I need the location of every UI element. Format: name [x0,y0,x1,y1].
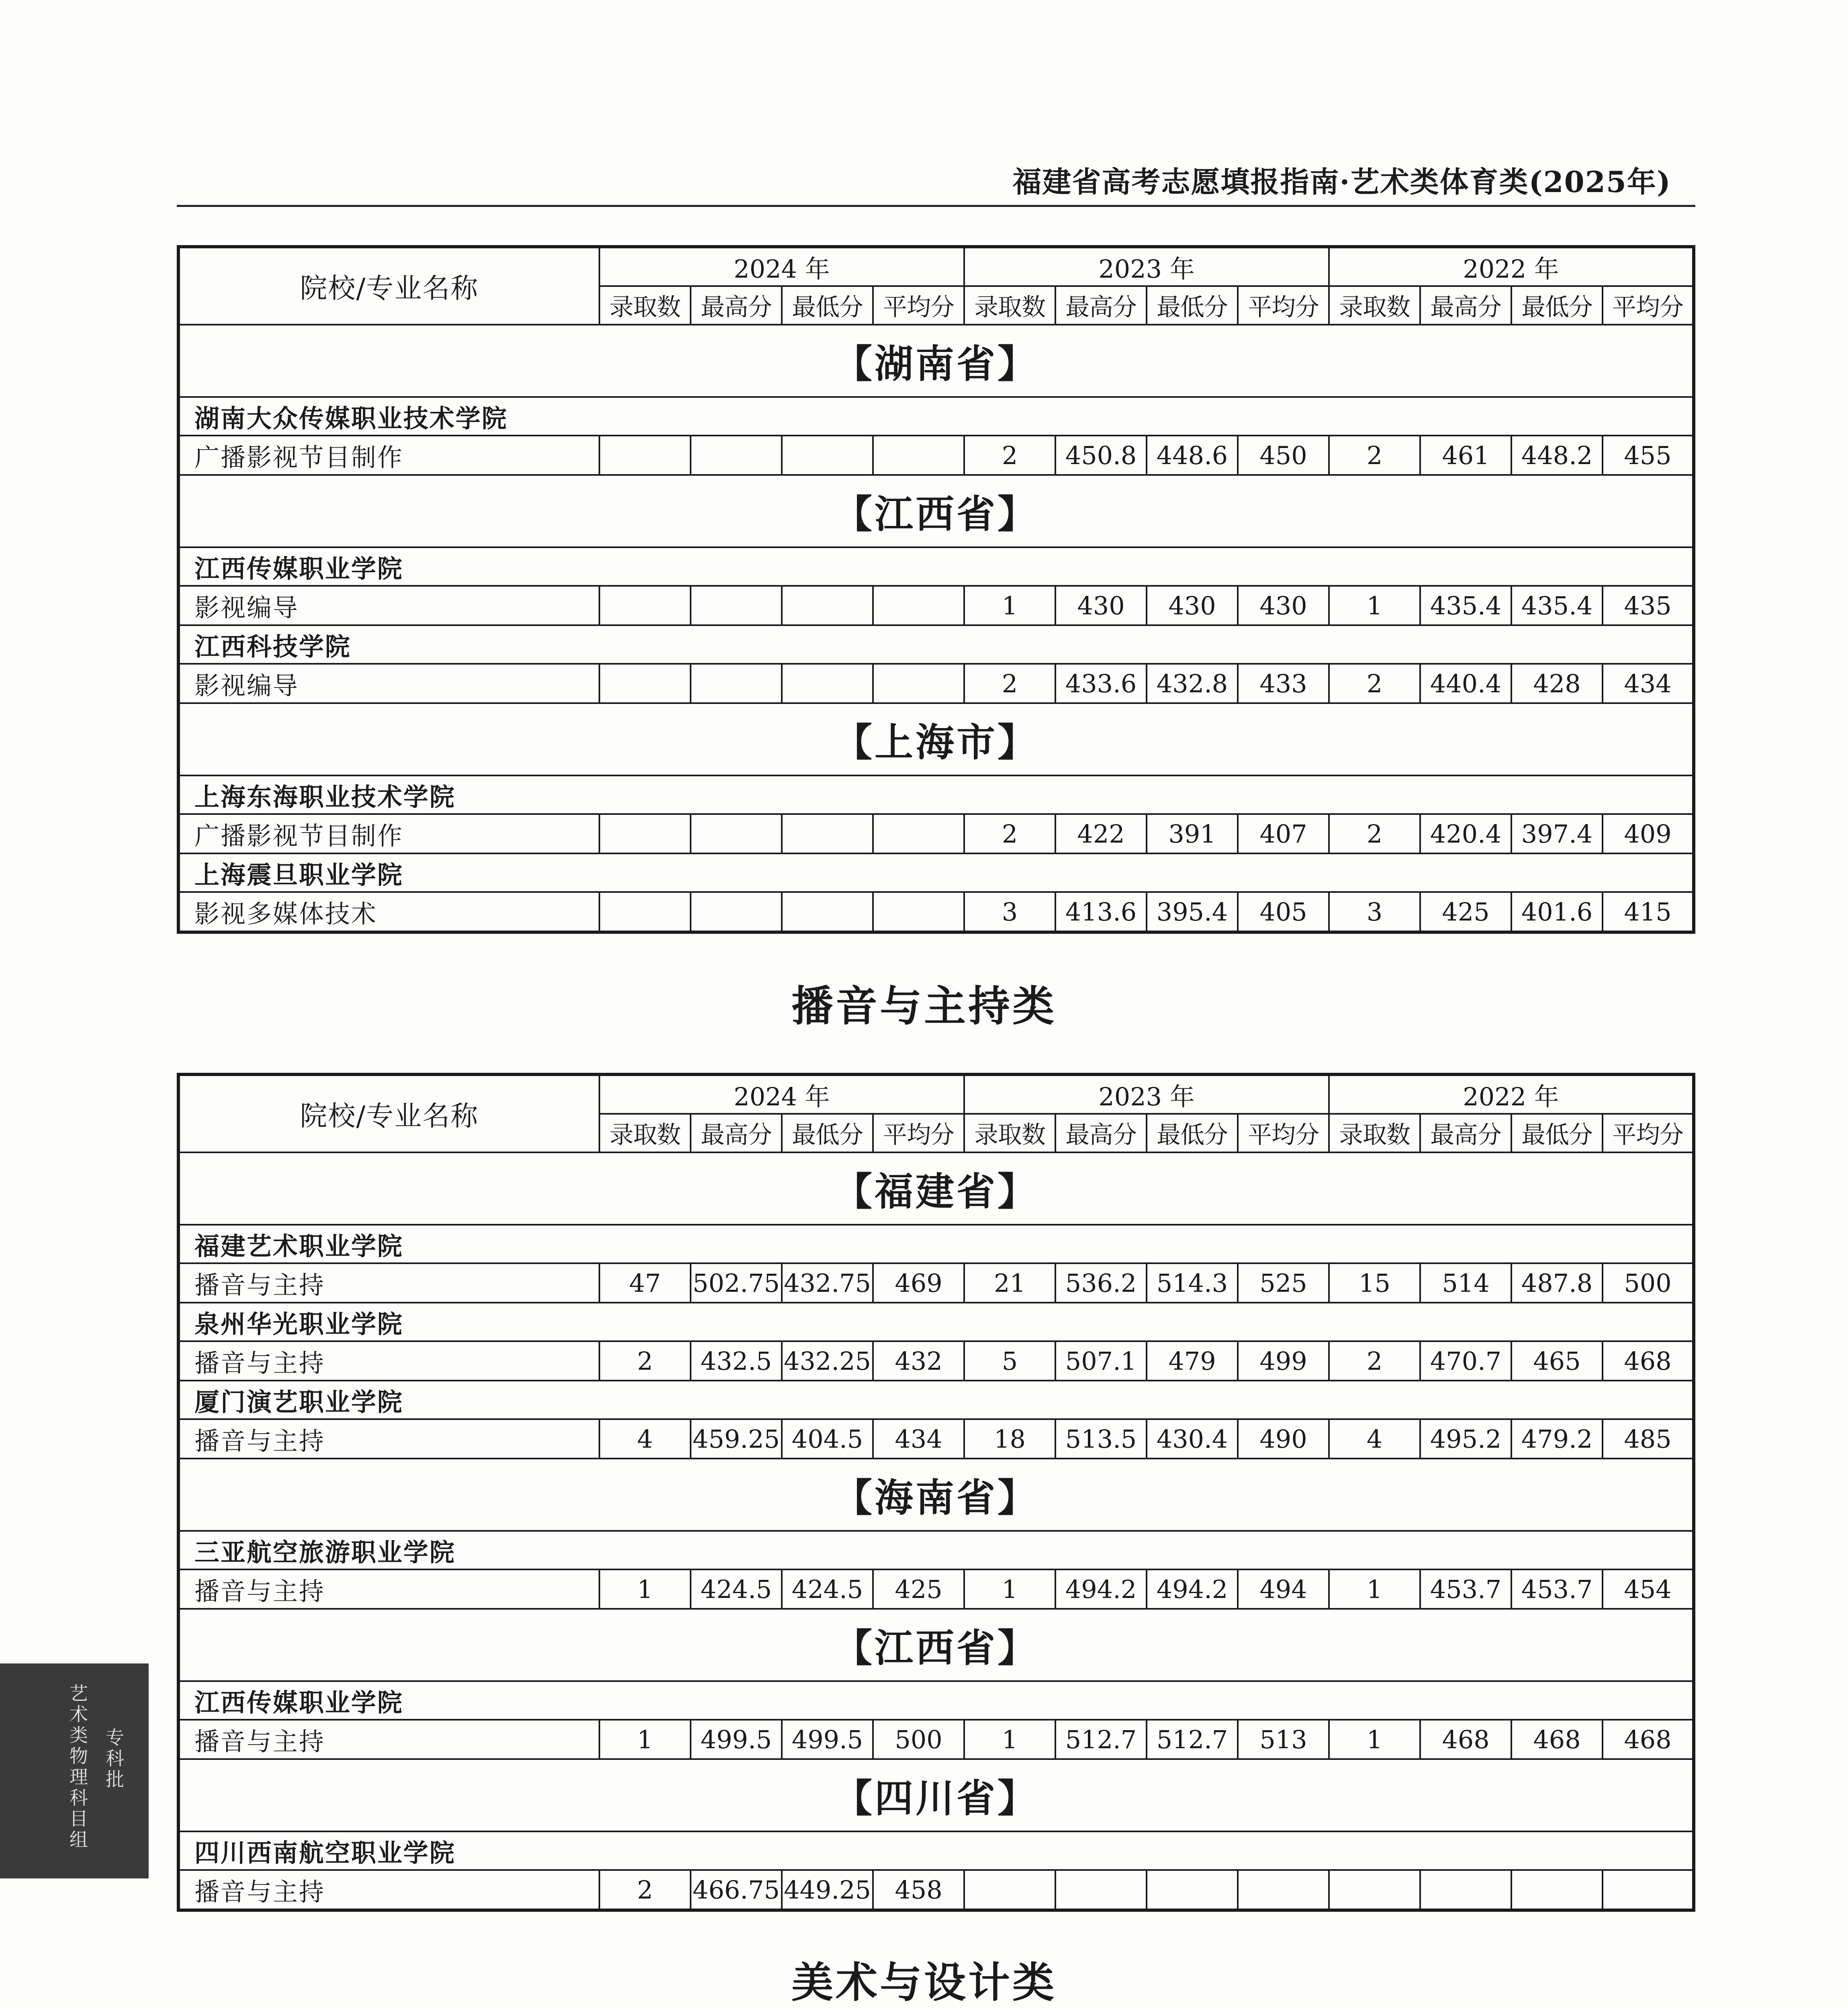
score-cell: 428 [1511,664,1603,703]
score-cell [782,586,873,625]
header-subcol-cell: 最低分 [1511,286,1603,325]
side-tab-group: 艺术类物理科目组 [67,1684,88,1851]
score-cell: 512.7 [1147,1720,1238,1759]
score-cell: 495.2 [1420,1419,1511,1459]
score-cell: 448.2 [1511,436,1603,475]
score-cell: 2 [964,664,1055,703]
score-cell: 2 [599,1870,691,1910]
score-cell: 4 [1329,1419,1420,1459]
score-cell: 453.7 [1511,1569,1603,1609]
score-cell: 430 [1238,586,1329,625]
major-name: 播音与主持 [178,1263,599,1303]
score-cell: 494.2 [1055,1569,1147,1609]
header-rule [177,205,1695,207]
school-name: 江西传媒职业学院 [178,1681,1694,1720]
score-cell: 1 [1329,586,1420,625]
major-name: 广播影视节目制作 [178,436,599,475]
score-cell [873,586,964,625]
header-subcol-cell: 平均分 [1238,1114,1329,1152]
score-cell: 500 [873,1720,964,1759]
score-cell [782,664,873,703]
score-cell: 435 [1603,586,1694,625]
score-cell: 1 [1329,1569,1420,1609]
header-year-cell: 2022 年 [1329,1074,1694,1114]
score-cell [873,436,964,475]
score-cell: 415 [1603,892,1694,932]
school-name: 泉州华光职业学院 [178,1303,1694,1341]
score-cell [782,814,873,853]
score-cell: 430 [1147,586,1238,625]
score-cell [691,436,782,475]
score-cell [873,892,964,932]
score-cell [964,1870,1055,1910]
header-row-years [178,1074,1694,1114]
score-cell: 434 [1603,664,1694,703]
school-row [178,1681,1694,1720]
score-cell: 2 [964,814,1055,853]
score-cell [599,814,691,853]
score-cell: 397.4 [1511,814,1603,853]
header-name-cell: 院校/专业名称 [178,247,599,325]
major-row [178,1419,1694,1459]
school-name: 上海东海职业技术学院 [178,775,1694,814]
province-heading: 【江西省】 [178,475,1694,547]
major-name: 影视编导 [178,664,599,703]
header-row-years [178,247,1694,286]
score-cell: 455 [1603,436,1694,475]
score-cell: 2 [599,1341,691,1381]
score-cell [1420,1870,1511,1910]
major-row [178,1341,1694,1381]
score-cell: 15 [1329,1263,1420,1303]
province-heading: 【海南省】 [178,1459,1694,1531]
major-row [178,892,1694,932]
score-cell: 2 [1329,664,1420,703]
header-subcol-cell: 最高分 [691,286,782,325]
score-cell: 1 [1329,1720,1420,1759]
header-year-cell: 2024 年 [599,1074,964,1114]
score-cell: 18 [964,1419,1055,1459]
score-cell: 2 [1329,1341,1420,1381]
header-subcol-cell: 平均分 [873,1114,964,1152]
score-cell: 450.8 [1055,436,1147,475]
score-cell: 1 [599,1720,691,1759]
school-row [178,775,1694,814]
score-cell: 469 [873,1263,964,1303]
major-row [178,1720,1694,1759]
province-heading: 【上海市】 [178,703,1694,775]
major-row [178,1569,1694,1609]
score-cell: 458 [873,1870,964,1910]
header-subcol-cell: 平均分 [873,286,964,325]
score-cell: 502.75 [691,1263,782,1303]
score-cell: 422 [1055,814,1147,853]
header-subcol-cell: 录取数 [1329,1114,1420,1152]
score-cell [599,436,691,475]
score-cell: 454 [1603,1569,1694,1609]
school-row [178,547,1694,586]
section-title: 美术与设计类 [791,1958,1057,2007]
score-cell: 494 [1238,1569,1329,1609]
score-cell: 466.75 [691,1870,782,1910]
score-cell: 2 [964,436,1055,475]
header-subcol-cell: 最低分 [1147,1114,1238,1152]
score-cell: 485 [1603,1419,1694,1459]
score-cell [599,664,691,703]
school-name: 三亚航空旅游职业学院 [178,1531,1694,1569]
running-head: 福建省高考志愿填报指南·艺术类体育类(2025年) [1012,165,1671,199]
score-cell: 401.6 [1511,892,1603,932]
major-name: 广播影视节目制作 [178,814,599,853]
score-cell: 499.5 [782,1720,873,1759]
province-row [178,1459,1694,1531]
major-row [178,436,1694,475]
score-cell [1511,1870,1603,1910]
score-cell: 514 [1420,1263,1511,1303]
major-name: 播音与主持 [178,1720,599,1759]
score-cell: 432.8 [1147,664,1238,703]
major-row [178,586,1694,625]
score-cell: 468 [1603,1341,1694,1381]
school-name: 江西科技学院 [178,625,1694,664]
score-cell: 1 [599,1569,691,1609]
score-cell: 1 [964,586,1055,625]
school-row [178,397,1694,436]
province-heading: 【江西省】 [178,1609,1694,1681]
score-cell: 413.6 [1055,892,1147,932]
score-cell: 409 [1603,814,1694,853]
score-cell [1329,1870,1420,1910]
score-cell: 420.4 [1420,814,1511,853]
school-row [178,1303,1694,1341]
school-row [178,625,1694,664]
score-cell: 525 [1238,1263,1329,1303]
major-row [178,1870,1694,1910]
score-cell [1603,1870,1694,1910]
score-cell: 468 [1511,1720,1603,1759]
score-cell: 424.5 [691,1569,782,1609]
province-row [178,475,1694,547]
score-cell: 514.3 [1147,1263,1238,1303]
score-cell [1147,1870,1238,1910]
score-cell: 424.5 [782,1569,873,1609]
header-subcol-cell: 录取数 [599,1114,691,1152]
province-row [178,1759,1694,1831]
score-cell: 499 [1238,1341,1329,1381]
score-cell: 440.4 [1420,664,1511,703]
province-row [178,703,1694,775]
header-year-cell: 2023 年 [964,1074,1329,1114]
score-cell: 479.2 [1511,1419,1603,1459]
major-name: 播音与主持 [178,1569,599,1609]
score-cell [873,814,964,853]
score-cell: 490 [1238,1419,1329,1459]
score-cell: 1 [964,1569,1055,1609]
score-cell [691,586,782,625]
score-cell: 432.25 [782,1341,873,1381]
major-name: 影视编导 [178,586,599,625]
major-name: 影视多媒体技术 [178,892,599,932]
score-cell: 470.7 [1420,1341,1511,1381]
score-cell: 513.5 [1055,1419,1147,1459]
score-cell [599,892,691,932]
score-cell: 432 [873,1341,964,1381]
score-cell: 425 [873,1569,964,1609]
score-cell [1238,1870,1329,1910]
section-title: 播音与主持类 [791,982,1057,1031]
score-cell: 450 [1238,436,1329,475]
score-cell: 435.4 [1420,586,1511,625]
score-cell: 3 [964,892,1055,932]
header-subcol-cell: 最低分 [782,1114,873,1152]
province-row [178,325,1694,397]
province-row [178,1609,1694,1681]
header-subcol-cell: 平均分 [1603,1114,1694,1152]
score-cell: 21 [964,1263,1055,1303]
header-subcol-cell: 最低分 [1511,1114,1603,1152]
major-row [178,664,1694,703]
score-cell: 487.8 [1511,1263,1603,1303]
major-name: 播音与主持 [178,1419,599,1459]
school-name: 湖南大众传媒职业技术学院 [178,397,1694,436]
score-cell: 434 [873,1419,964,1459]
header-subcol-cell: 平均分 [1238,286,1329,325]
score-cell: 435.4 [1511,586,1603,625]
header-year-cell: 2023 年 [964,247,1329,286]
school-name: 厦门演艺职业学院 [178,1381,1694,1419]
score-cell: 430 [1055,586,1147,625]
score-cell: 404.5 [782,1419,873,1459]
admission-table [177,245,1695,934]
score-cell [1055,1870,1147,1910]
school-row [178,1381,1694,1419]
school-name: 上海震旦职业学院 [178,853,1694,892]
header-subcol-cell: 平均分 [1603,286,1694,325]
score-cell [782,892,873,932]
score-cell: 2 [1329,814,1420,853]
score-cell: 5 [964,1341,1055,1381]
score-cell: 479 [1147,1341,1238,1381]
score-cell: 433.6 [1055,664,1147,703]
major-row [178,814,1694,853]
score-cell: 407 [1238,814,1329,853]
school-name: 江西传媒职业学院 [178,547,1694,586]
score-cell: 1 [964,1720,1055,1759]
province-heading: 【四川省】 [178,1759,1694,1831]
score-cell: 494.2 [1147,1569,1238,1609]
major-name: 播音与主持 [178,1341,599,1381]
side-tab [0,1663,149,1878]
header-subcol-cell: 最低分 [1147,286,1238,325]
score-cell [599,586,691,625]
school-row [178,1225,1694,1263]
school-name: 福建艺术职业学院 [178,1225,1694,1263]
score-cell [782,436,873,475]
header-subcol-cell: 录取数 [964,286,1055,325]
score-cell: 405 [1238,892,1329,932]
header-subcol-cell: 最高分 [1055,1114,1147,1152]
score-cell: 2 [1329,436,1420,475]
score-cell [691,892,782,932]
score-cell: 433 [1238,664,1329,703]
score-cell [691,664,782,703]
header-subcol-cell: 最高分 [1055,286,1147,325]
score-cell: 430.4 [1147,1419,1238,1459]
score-cell: 499.5 [691,1720,782,1759]
header-subcol-cell: 最低分 [782,286,873,325]
header-name-cell: 院校/专业名称 [178,1074,599,1152]
header-subcol-cell: 最高分 [691,1114,782,1152]
school-row [178,853,1694,892]
score-cell: 3 [1329,892,1420,932]
score-cell: 448.6 [1147,436,1238,475]
score-cell: 536.2 [1055,1263,1147,1303]
score-cell: 500 [1603,1263,1694,1303]
side-tab-batch: 专科批 [103,1728,125,1790]
school-row [178,1531,1694,1569]
header-year-cell: 2024 年 [599,247,964,286]
admission-table [177,1073,1695,1912]
province-row [178,1152,1694,1225]
header-subcol-cell: 最高分 [1420,286,1511,325]
header-year-cell: 2022 年 [1329,247,1694,286]
score-cell: 459.25 [691,1419,782,1459]
header-subcol-cell: 最高分 [1420,1114,1511,1152]
header-subcol-cell: 录取数 [1329,286,1420,325]
score-cell [691,814,782,853]
header-subcol-cell: 录取数 [964,1114,1055,1152]
province-heading: 【福建省】 [178,1152,1694,1225]
score-cell: 461 [1420,436,1511,475]
score-cell: 395.4 [1147,892,1238,932]
major-row [178,1263,1694,1303]
header-subcol-cell: 录取数 [599,286,691,325]
province-heading: 【湖南省】 [178,325,1694,397]
score-cell: 453.7 [1420,1569,1511,1609]
score-cell: 4 [599,1419,691,1459]
score-cell: 507.1 [1055,1341,1147,1381]
score-cell: 465 [1511,1341,1603,1381]
score-cell: 47 [599,1263,691,1303]
score-cell [873,664,964,703]
school-name: 四川西南航空职业学院 [178,1831,1694,1870]
score-cell: 425 [1420,892,1511,932]
score-cell: 432.75 [782,1263,873,1303]
school-row [178,1831,1694,1870]
score-cell: 449.25 [782,1870,873,1910]
score-cell: 468 [1603,1720,1694,1759]
score-cell: 391 [1147,814,1238,853]
score-cell: 513 [1238,1720,1329,1759]
major-name: 播音与主持 [178,1870,599,1910]
score-cell: 468 [1420,1720,1511,1759]
score-cell: 512.7 [1055,1720,1147,1759]
score-cell: 432.5 [691,1341,782,1381]
